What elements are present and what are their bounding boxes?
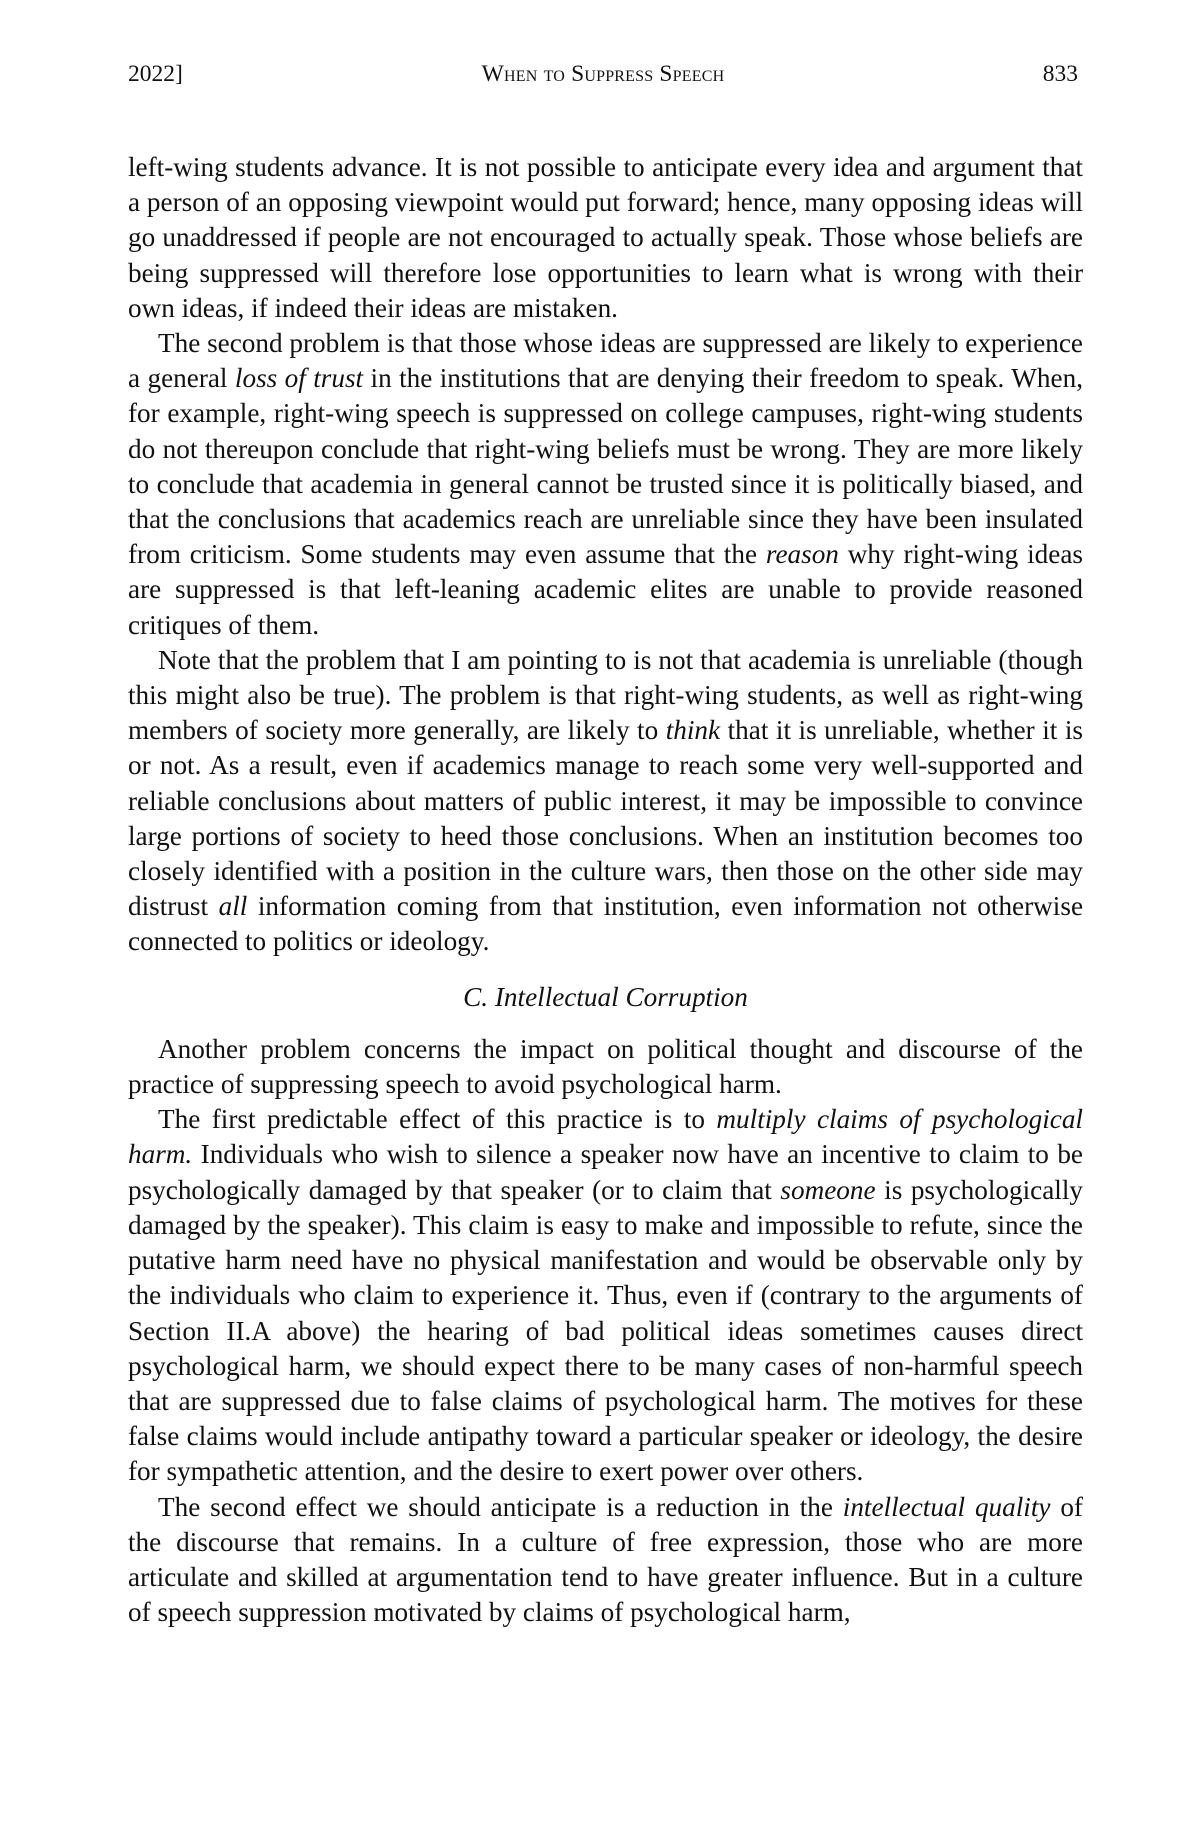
paragraph-text: of the discourse that remains. In a culture of free expression, those who are more articulate and skilled at argumentation tend to have greater influence. But in a culture of speech suppression motivated by claims of psychological harm, bbox=[128, 1491, 1083, 1628]
emphasis-text: multiply claims of psychological harm. bbox=[128, 1104, 1083, 1170]
paragraph-first-effect bbox=[128, 1102, 1083, 1489]
paragraph-second-effect bbox=[128, 1490, 1083, 1631]
header-page-number: 833 bbox=[1042, 61, 1078, 87]
paragraph-text: Individuals who wish to silence a speaker now have an incentive to claim to be psychologically damaged by that speaker (or to claim that bbox=[128, 1139, 1083, 1205]
emphasis-text: think bbox=[665, 715, 721, 746]
emphasis-text: someone bbox=[780, 1174, 876, 1205]
paragraph-text: that it is unreliable, whether it is or not. As a result, even if academics manage to reach some very well-supported and reliable conclusions about matters of public interest, it may be impossible to convince large portions of society to heed those conclusions. When an institution becomes too closely identified with a position in the culture wars, then those on the other side may distrust bbox=[128, 715, 1083, 922]
paragraph-unreliable bbox=[128, 643, 1083, 960]
paragraph-another-problem bbox=[128, 1032, 1083, 1102]
paragraph-text: is psychologically damaged by the speaker). This claim is easy to make and impossible to refute, since the putative harm need have no physical manifestation and would be observable only by the individuals who claim to experience it. Thus, even if (contrary to the arguments of Section II.A above) the hearing of bad political ideas sometimes causes direct psychological harm, we should expect there to be many cases of non-harmful speech that are suppressed due to false claims of psychological harm. The motives for these false claims would include antipathy toward a particular speaker or ideology, the desire for sympathetic attention, and the desire to exert power over others. bbox=[128, 1174, 1083, 1487]
paragraph-text: Note that the problem that I am pointing to is not that academia is unreliable (though this might also be true). The problem is that right-wing students, as well as right-wing members of society more generally, are likely to bbox=[128, 644, 1083, 746]
paragraph-text: The first predictable effect of this practice is to bbox=[158, 1104, 717, 1135]
header-title: When to Suppress Speech bbox=[481, 61, 725, 87]
body-text bbox=[128, 150, 1083, 1630]
emphasis-text: loss of trust bbox=[234, 363, 364, 394]
emphasis-text: reason bbox=[765, 539, 839, 570]
paragraph-text: The second problem is that those whose ideas are suppressed are likely to experience a general bbox=[128, 328, 1083, 394]
paragraph-text: why right-wing ideas are suppressed is that left-leaning academic elites are unable to provide reasoned critiques of them. bbox=[128, 539, 1083, 640]
header-year: 2022] bbox=[128, 61, 183, 87]
paragraph-text: in the institutions that are denying their freedom to speak. When, for example, right-wing speech is suppressed on college campuses, right-wing students do not thereupon conclude that right-wing beliefs must be wrong. They are more likely to conclude that academia in general cannot be trusted since it is politically biased, and that the conclusions that academics reach are unreliable since they have been insulated from criticism. Some students may even assume that the bbox=[128, 363, 1083, 570]
paragraph-text: left-wing students advance. It is not possible to anticipate every idea and argument that a person of an opposing viewpoint would put forward; hence, many opposing ideas will go unaddressed if people are not encouraged to actually speak. Those whose beliefs are being suppressed will therefore lose opportunities to learn what is wrong with their own ideas, if indeed their ideas are mistaken. bbox=[128, 152, 1083, 323]
running-header bbox=[128, 58, 1078, 90]
emphasis-text: all bbox=[218, 891, 248, 922]
paragraph-loss-of-trust bbox=[128, 326, 1083, 643]
paragraph-text: Another problem concerns the impact on political thought and discourse of the practice of suppressing speech to avoid psychological harm. bbox=[128, 1033, 1083, 1100]
emphasis-text: intellectual quality bbox=[842, 1491, 1051, 1522]
paragraph-continued bbox=[128, 150, 1083, 326]
paragraph-text: The second effect we should anticipate is a reduction in the bbox=[158, 1491, 843, 1522]
section-heading: C. Intellectual Corruption bbox=[463, 981, 748, 1012]
paragraph-text: information coming from that institution, even information not otherwise connected to politics or ideology. bbox=[128, 891, 1084, 957]
